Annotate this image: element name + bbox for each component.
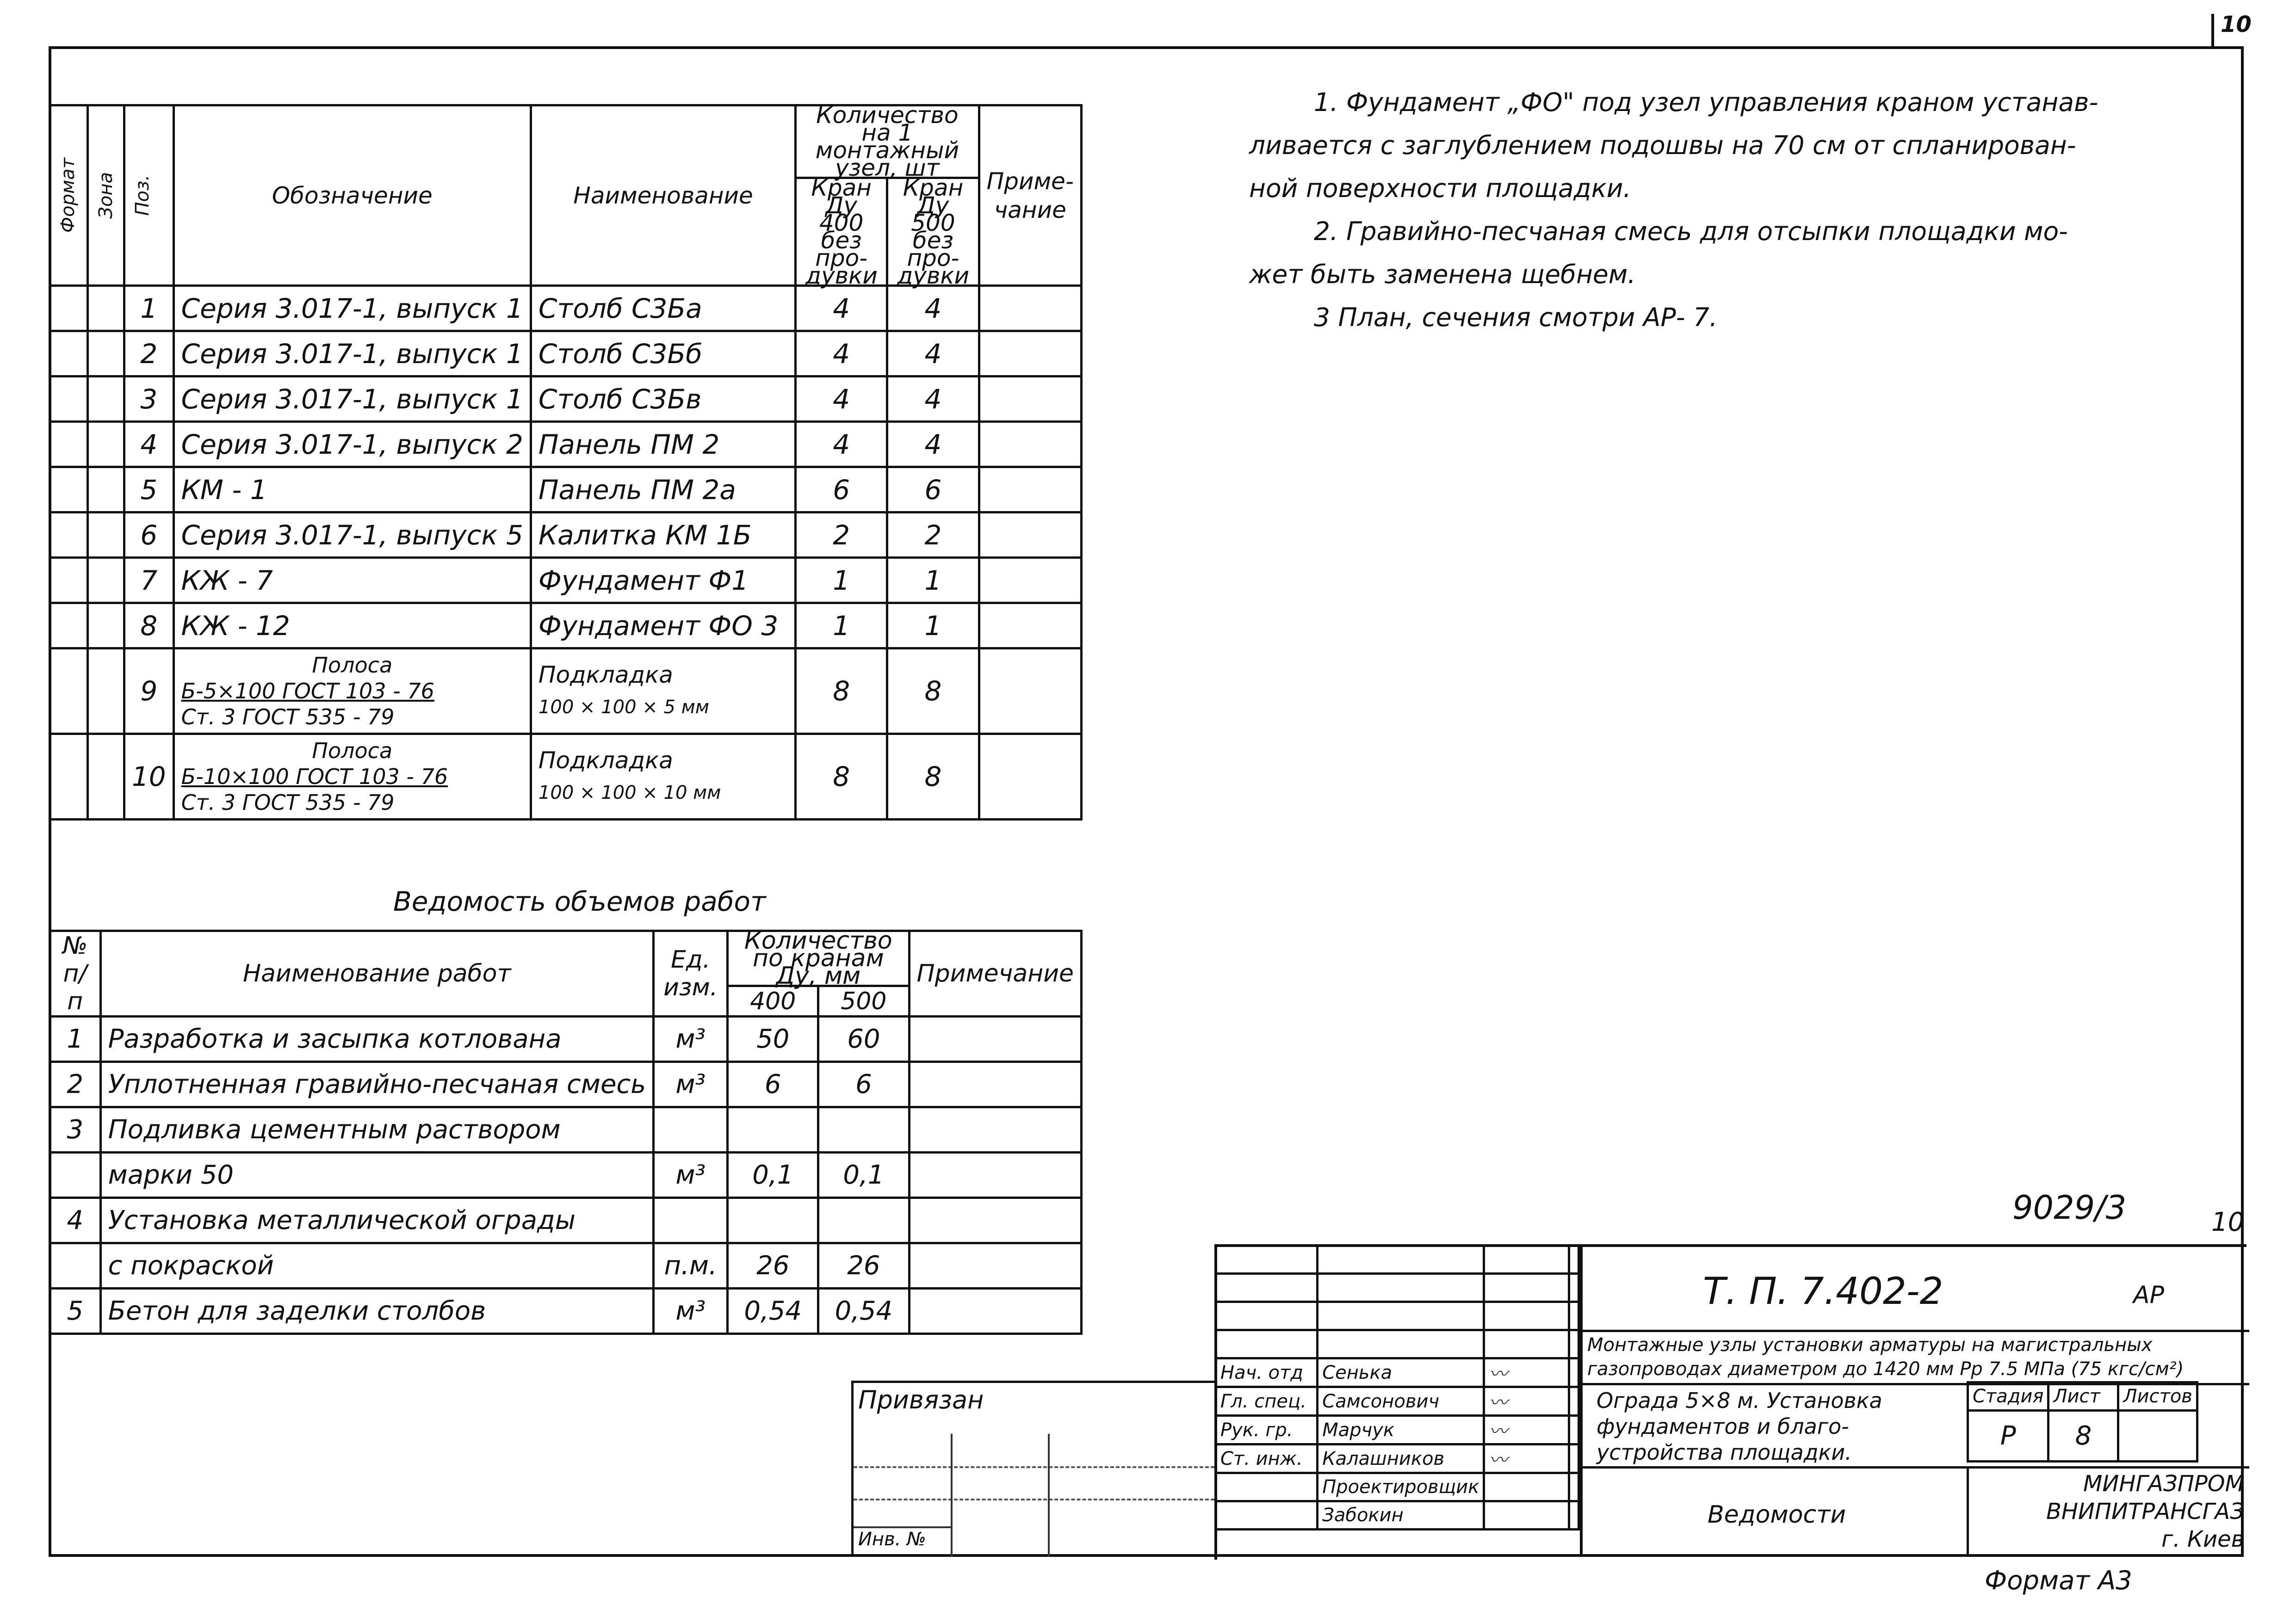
- table-row: 10 Полоса Б-10×100 ГОСТ 103 - 76 Ст. 3 ГОСТ 535 - 79 Подкладка 100 × 100 × 10 мм 8 8: [50, 734, 1082, 820]
- specification-table: [49, 104, 1083, 821]
- col-unit: Ед. изм.: [654, 931, 728, 1017]
- table-row: 6 Серия 3.017-1, выпуск 5 Калитка КМ 1Б 2 2: [50, 512, 1082, 558]
- table-row: 2 Уплотненная гравийно-песчаная смесь м³ 6 6: [50, 1062, 1082, 1107]
- works-table-title: Ведомость объемов работ: [393, 886, 766, 917]
- format-label: Формат А3: [1985, 1566, 2132, 1596]
- col-format: Формат: [50, 105, 88, 286]
- signature: 〰: [1484, 1358, 1569, 1387]
- organization: МИНГАЗПРОМ ВНИПИТРАНСГАЗ г. Киев: [2046, 1471, 2244, 1552]
- works-table: [49, 927, 1083, 1335]
- col-note: Примечание: [909, 931, 1082, 1017]
- linked-label: Привязан: [858, 1385, 984, 1414]
- col-qty-500: Кран Ду 500 без про- дувки: [887, 178, 979, 286]
- table-row: 3 Серия 3.017-1, выпуск 1 Столб С3Бв 4 4: [50, 376, 1082, 422]
- table-row: марки 50 м³ 0,1 0,1: [50, 1153, 1082, 1198]
- project-description: Монтажные узлы установки арматуры на магистральных газопроводах диаметром до 1420 мм Рр 7.5 МПа (75 кгс/см²): [1587, 1334, 2184, 1380]
- role-row: Забокин: [1216, 1501, 1579, 1530]
- corner-page-number: 10: [2221, 12, 2252, 37]
- document-type: Ведомости: [1708, 1501, 1846, 1529]
- inventory-label: Инв. №: [858, 1529, 926, 1550]
- table-row: 7 КЖ - 7 Фундамент Ф1 1 1: [50, 558, 1082, 603]
- col-designation: Обозначение: [173, 105, 531, 286]
- table-row: 4 Установка металлической ограды: [50, 1198, 1082, 1243]
- col-note: Приме- чание: [979, 105, 1081, 286]
- col-qty-group: Количество на 1 монтажный узел, шт: [796, 105, 979, 178]
- spec-rows: [50, 286, 1082, 820]
- note-line: 1. Фундамент „ФО" под узел управления краном устанав-: [1314, 87, 2098, 117]
- note-line: ливается с заглублением подошвы на 70 см от спланирован-: [1249, 130, 2076, 160]
- col-500: 500: [818, 986, 909, 1017]
- role-row: Рук. гр. Марчук 〰: [1216, 1416, 1579, 1444]
- col-work-name: Наименование работ: [100, 931, 654, 1017]
- sheet-title: Ограда 5×8 м. Установка фундаментов и благо- устройства площадки.: [1597, 1388, 1882, 1465]
- col-name: Наименование: [531, 105, 795, 286]
- linked-box: [851, 1381, 1214, 1557]
- role-row: Нач. отд Сенька 〰: [1216, 1358, 1579, 1387]
- table-row: 3 Подливка цементным раствором: [50, 1107, 1082, 1153]
- role-row: Гл. спец. Самсонович 〰: [1216, 1387, 1579, 1416]
- role-row: Ст. инж. Калашников 〰: [1216, 1444, 1579, 1473]
- table-row: 9 Полоса Б-5×100 ГОСТ 103 - 76 Ст. 3 ГОСТ 535 - 79 Подкладка 100 × 100 × 5 мм 8 8: [50, 648, 1082, 734]
- table-row: 5 Бетон для заделки столбов м³ 0,54 0,54: [50, 1289, 1082, 1334]
- section-mark: АР: [2133, 1281, 2164, 1309]
- signature: 〰: [1484, 1387, 1569, 1416]
- note-line: ной поверхности площадки.: [1249, 173, 1632, 203]
- stage-table: Стадия Лист Листов Р 8: [1967, 1381, 2198, 1463]
- table-row: 5 КМ - 1 Панель ПМ 2а 6 6: [50, 467, 1082, 512]
- corner-tick: [2211, 14, 2214, 46]
- col-no: № п/п: [50, 931, 101, 1017]
- signature: 〰: [1484, 1444, 1569, 1473]
- col-qty-group: Количество по кранам Ду, мм: [728, 931, 909, 986]
- project-code: Т. П. 7.402-2: [1703, 1270, 1943, 1313]
- table-row: 1 Разработка и засыпка котлована м³ 50 60: [50, 1017, 1082, 1062]
- note-line: 3 План, сечения смотри АР- 7.: [1314, 302, 1718, 332]
- inventory-number: 9029/3: [2012, 1189, 2127, 1227]
- table-row: 1 Серия 3.017-1, выпуск 1 Столб С3Ба 4 4: [50, 286, 1082, 331]
- table-row: 4 Серия 3.017-1, выпуск 2 Панель ПМ 2 4 4: [50, 422, 1082, 467]
- role-row: Проектировщик: [1216, 1473, 1579, 1501]
- table-row: 2 Серия 3.017-1, выпуск 1 Столб С3Бб 4 4: [50, 331, 1082, 376]
- table-row: 8 КЖ - 12 Фундамент ФО 3 1 1: [50, 603, 1082, 648]
- note-line: 2. Гравийно-песчаная смесь для отсыпки площадки мо-: [1314, 216, 2068, 246]
- margin-mark: 10: [2211, 1207, 2245, 1237]
- revision-grid: [1214, 1244, 1580, 1531]
- signature: 〰: [1484, 1416, 1569, 1444]
- col-qty-400: Кран Ду 400 без про- дувки: [796, 178, 887, 286]
- col-400: 400: [728, 986, 818, 1017]
- title-block: [1214, 1244, 2246, 1560]
- table-row: с покраской п.м. 26 26: [50, 1243, 1082, 1289]
- col-pos: Поз.: [124, 105, 173, 286]
- note-line: жет быть заменена щебнем.: [1249, 259, 1636, 289]
- general-notes: [1249, 81, 2197, 339]
- col-zone: Зона: [87, 105, 124, 286]
